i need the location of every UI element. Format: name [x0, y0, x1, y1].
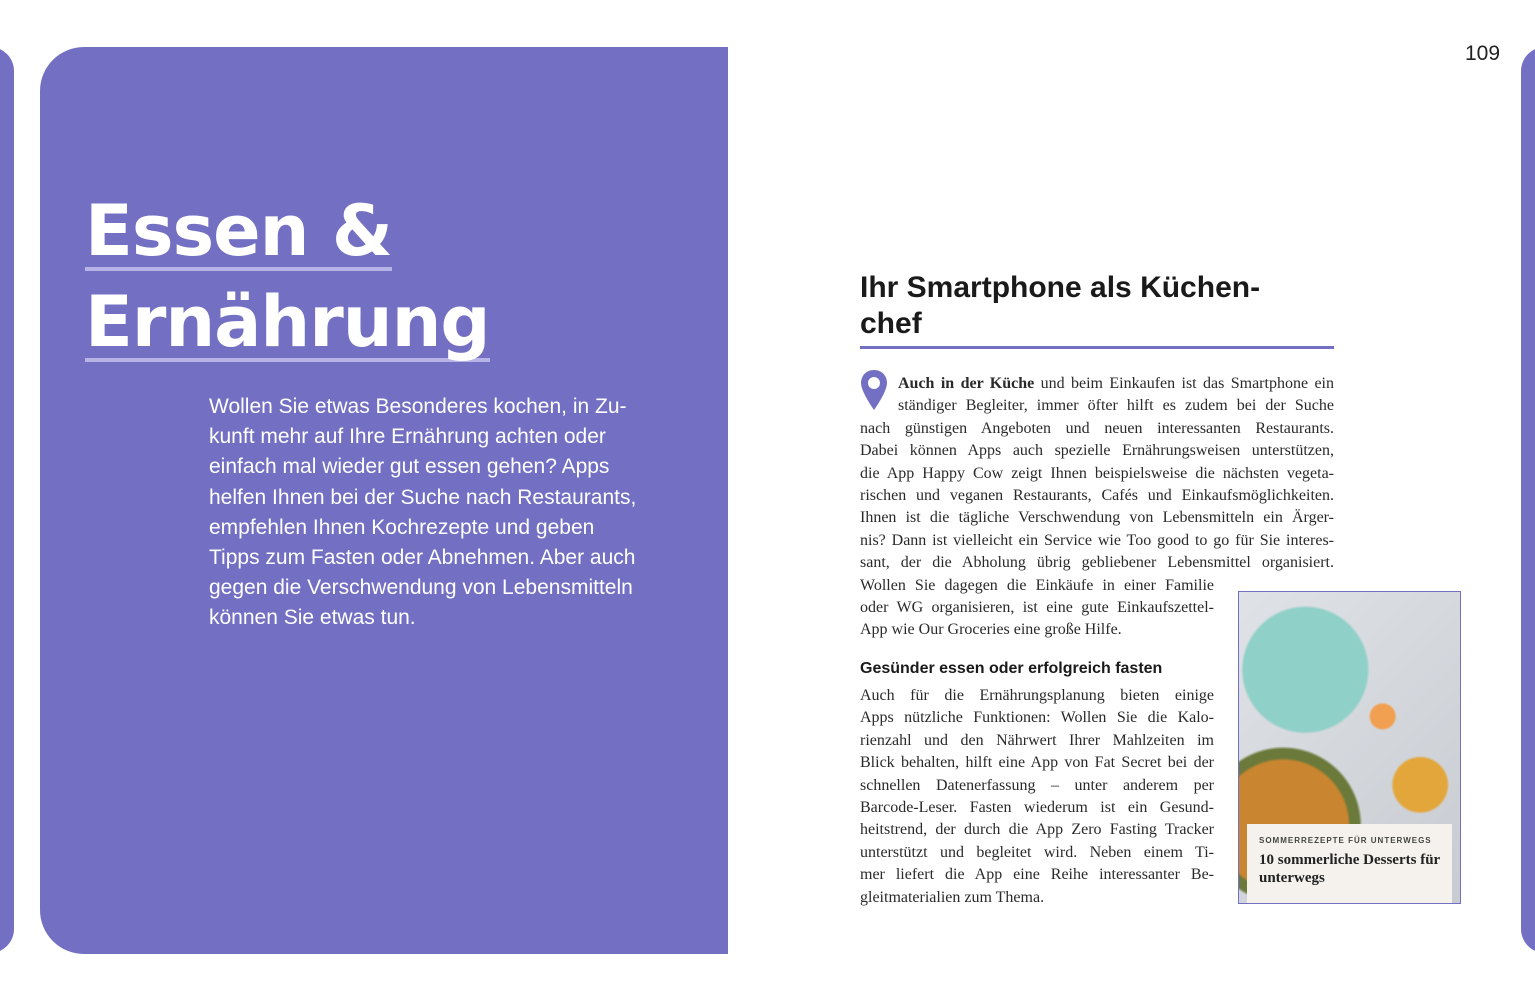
- intro-line: empfehlen Ihnen Kochrezepte und geben: [209, 515, 595, 539]
- text-line: rienzahl und den Nährwert Ihrer Mahlzeiten im: [860, 731, 1214, 749]
- recipe-caption: [1247, 824, 1452, 904]
- text-line: heitstrend, der durch die App Zero Fasting Tracker: [860, 821, 1214, 839]
- text-line: Barcode-Leser. Fasten wiederum ist ein Gesund-: [860, 799, 1214, 817]
- text-line: unterstützt und begleitet wird. Neben einem Ti-: [860, 843, 1214, 861]
- text-line: Wollen Sie dagegen die Einkäufe in einer Familie: [860, 576, 1214, 594]
- title-line: Ernährung: [85, 281, 490, 363]
- intro-line: Tipps zum Fasten oder Abnehmen. Aber auch: [209, 546, 636, 570]
- previous-page-edge: [0, 47, 14, 953]
- recipe-screenshot: [1238, 591, 1461, 904]
- title-line: Essen &: [85, 190, 392, 272]
- text-line: Blick behalten, hilft eine App von Fat Secret bei der: [860, 754, 1214, 772]
- chapter-intro: [209, 392, 669, 634]
- subheading: Gesünder essen oder erfolgreich fasten: [860, 660, 1163, 677]
- text-line: sant, der die Abholung übrig gebliebener Lebensmittel organisiert.: [860, 554, 1334, 572]
- text-line: Apps nützliche Funktionen: Wollen Sie die Kalo-: [860, 709, 1214, 727]
- text-line: oder WG organisieren, ist eine gute Einkaufszettel-: [860, 599, 1214, 617]
- text-line: rischen und veganen Restaurants, Cafés und Einkaufsmöglichkeiten.: [860, 487, 1334, 505]
- text-line: Ihnen ist die tägliche Verschwendung von Lebensmitteln ein Ärger-: [860, 509, 1334, 527]
- intro-line: helfen Ihnen bei der Suche nach Restaurants,: [209, 485, 637, 509]
- intro-line: Wollen Sie etwas Besonderes kochen, in Zu-: [209, 395, 627, 418]
- intro-line: kunft mehr auf Ihre Ernährung achten oder: [209, 425, 606, 449]
- paragraph-2: [860, 685, 1214, 909]
- text-line: nach günstigen Angeboten und neuen interessanten Restaurants.: [860, 419, 1334, 437]
- page-number: 109: [1465, 42, 1501, 65]
- recipe-title: 10 sommerliche Desserts für unterwegs: [1259, 852, 1440, 886]
- next-page-edge: [1521, 47, 1535, 953]
- heading-line: Ihr Smartphone als Küchen-: [860, 271, 1261, 304]
- lead-bold: Auch in der Küche: [898, 375, 1035, 392]
- text-line: ständiger Begleiter, immer öfter hilft es zudem bei der Suche: [898, 397, 1334, 415]
- section-heading: [860, 270, 1334, 349]
- intro-line: einfach mal wieder gut essen gehen? Apps: [209, 455, 610, 479]
- text-line: mer liefert die App eine Reihe interessanter Be-: [860, 866, 1214, 884]
- text-line: schnellen Datenerfassung – unter anderem per: [860, 776, 1214, 794]
- text-line: Dabei können Apps auch spezielle Ernährungsweisen unterstützen,: [860, 442, 1334, 460]
- chapter-title: [85, 190, 490, 372]
- text-line: nis? Dann ist vielleicht ein Service wie Too good to go für Sie interes-: [860, 531, 1334, 549]
- recipe-kicker: SOMMERREZEPTE FÜR UNTERWEGS: [1259, 836, 1432, 845]
- intro-line: gegen die Verschwendung von Lebensmitteln: [209, 576, 633, 600]
- text-line: Auch für die Ernährungsplanung bieten einige: [860, 687, 1214, 704]
- text-line: die App Happy Cow zeigt Ihnen beispielsweise die nächsten vegeta-: [860, 464, 1334, 482]
- heading-line: chef: [860, 307, 922, 340]
- text-line: App wie Our Groceries eine große Hilfe.: [860, 621, 1122, 639]
- text-line: und beim Einkaufen ist das Smartphone ein: [1034, 375, 1334, 392]
- intro-line: können Sie etwas tun.: [209, 606, 416, 630]
- text-line: gleitmaterialien zum Thema.: [860, 888, 1045, 906]
